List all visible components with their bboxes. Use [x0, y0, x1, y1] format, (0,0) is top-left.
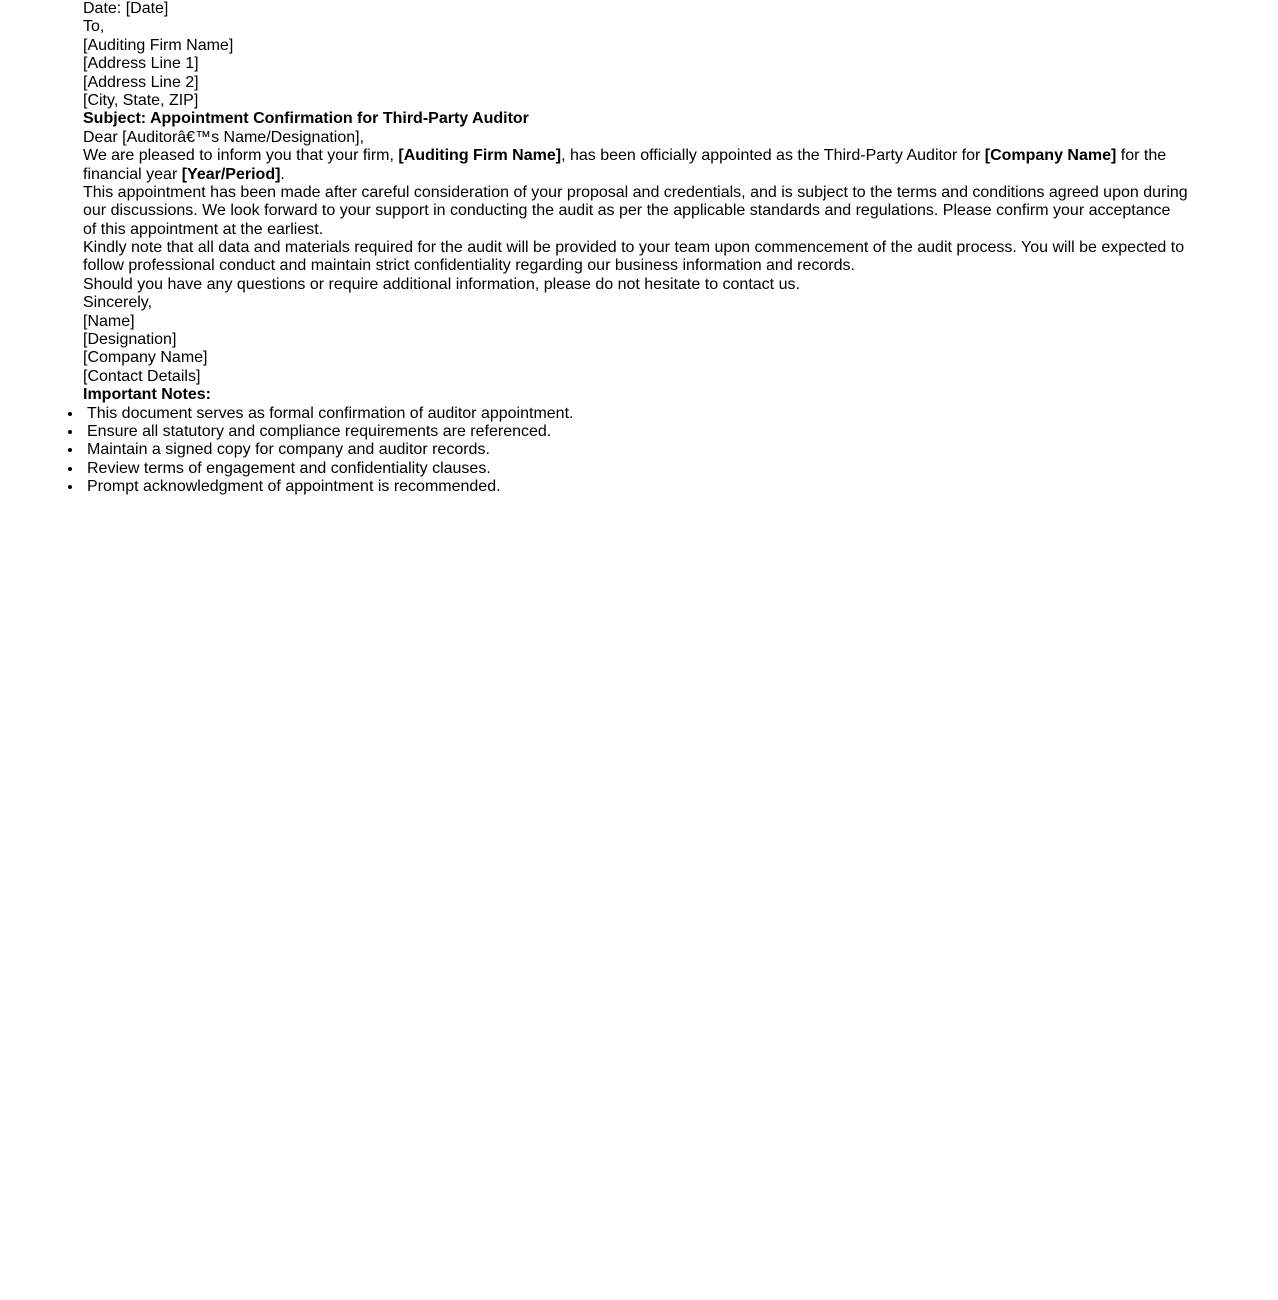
recipient-line-to: To, — [83, 18, 105, 36]
closing-line: Sincerely, — [83, 294, 153, 312]
body-paragraph-terms: This appointment has been made after careful consideration of your proposal and credentials, and is subject to the terms and conditions agreed upon during our discussions. We look forward to your support in conducting the audit as per the applicable standards and regulations. Please confirm your acceptance of this appointment at the earliest. — [83, 183, 1188, 238]
paragraph-text: We are pleased to inform you that your firm, — [83, 147, 399, 165]
recipient-line-city-state-zip: [City, State, ZIP] — [83, 91, 199, 109]
placeholder-auditing-firm-name: [Auditing Firm Name] — [398, 147, 562, 165]
body-paragraph-contact: Should you have any questions or require additional information, please do not hesitate to contact us. — [83, 275, 800, 293]
body-paragraph-appointment — [83, 147, 1188, 184]
recipient-line-address-2: [Address Line 2] — [83, 73, 199, 91]
signature-block — [83, 313, 1188, 387]
signature-line-name: [Name] — [83, 312, 135, 330]
signature-line-contact: [Contact Details] — [83, 367, 201, 385]
signature-line-company: [Company Name] — [83, 349, 208, 367]
letter-document — [83, 0, 1188, 497]
important-notes-list — [83, 405, 1188, 497]
recipient-line-firm: [Auditing Firm Name] — [83, 36, 234, 54]
subject-heading: Subject: Appointment Confirmation for Third-Party Auditor — [83, 110, 529, 128]
recipient-address-block — [83, 18, 1188, 110]
paragraph-text: for the financial year — [83, 147, 1167, 183]
note-item: • Prompt acknowledgment of appointment is recommended. — [83, 478, 1188, 496]
signature-line-designation: [Designation] — [83, 331, 177, 349]
placeholder-company-name: [Company Name] — [984, 147, 1117, 165]
date-line: Date: [Date] — [83, 0, 169, 17]
note-item: • Review terms of engagement and confidentiality clauses. — [83, 460, 1188, 478]
recipient-line-address-1: [Address Line 1] — [83, 55, 199, 73]
note-item: • Maintain a signed copy for company and auditor records. — [83, 441, 1188, 459]
note-item: • This document serves as formal confirmation of auditor appointment. — [83, 405, 1188, 423]
important-notes-heading: Important Notes: — [83, 386, 211, 404]
paragraph-text: . — [280, 165, 285, 183]
paragraph-text: , has been officially appointed as the Third-Party Auditor for — [561, 147, 985, 165]
note-item: • Ensure all statutory and compliance requirements are referenced. — [83, 423, 1188, 441]
placeholder-year-period: [Year/Period] — [181, 165, 281, 183]
salutation: Dear [Auditorâ€™s Name/Designation], — [83, 128, 365, 146]
body-paragraph-confidentiality: Kindly note that all data and materials required for the audit will be provided to your team upon commencement of the audit process. You will be expected to follow professional conduct and maintain strict confidentiality regarding our business information and records. — [83, 239, 1185, 275]
